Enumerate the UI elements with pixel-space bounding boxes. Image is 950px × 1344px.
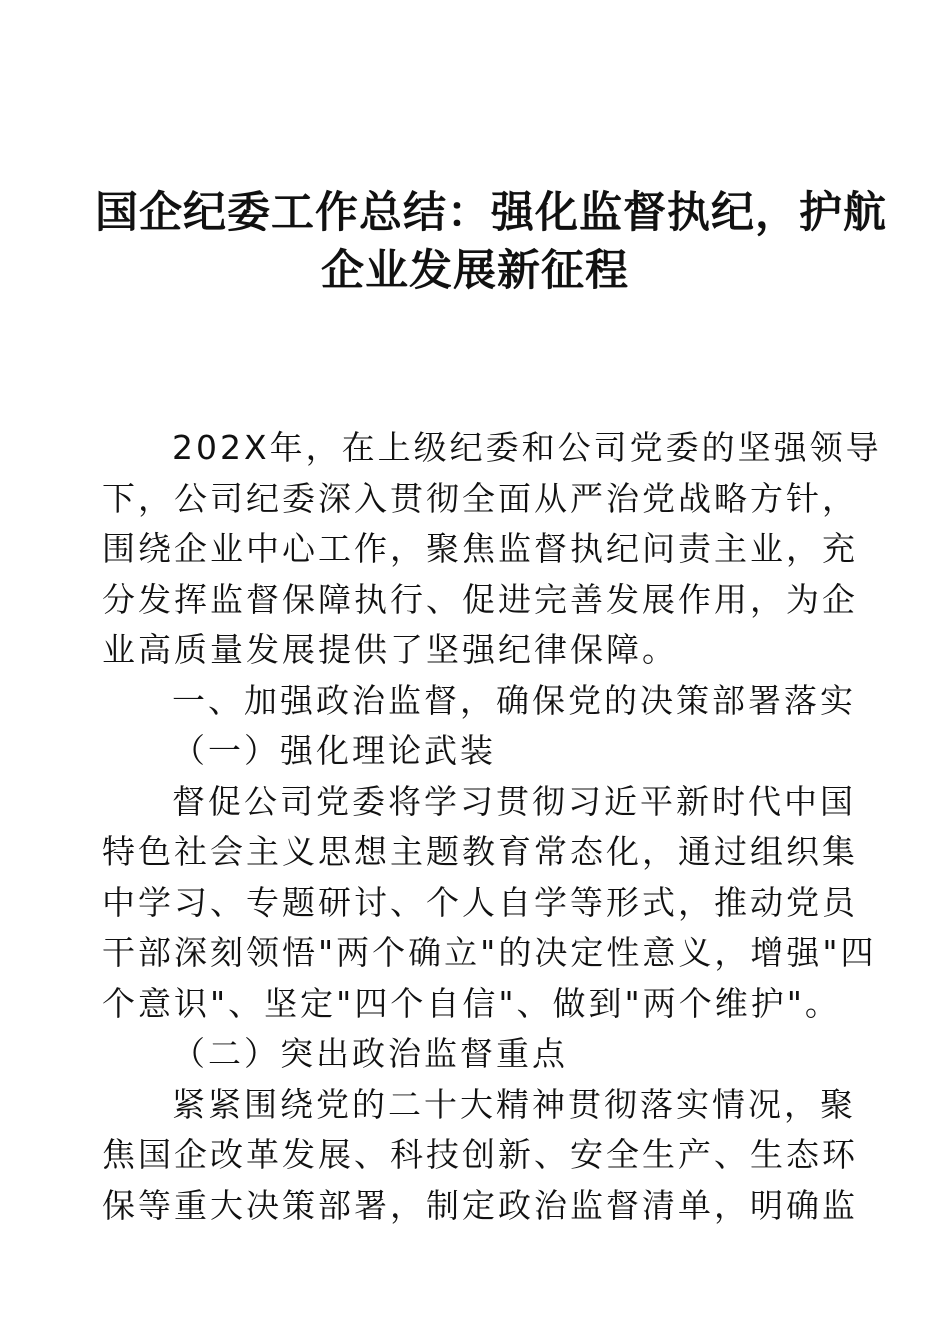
paragraph-line: 保等重大决策部署，制定政治监督清单，明确监 (102, 1185, 858, 1225)
paragraph-line: 业高质量发展提供了坚强纪律保障。 (102, 630, 678, 669)
paragraph-line: 下，公司纪委深入贯彻全面从严治党战略方针， (102, 478, 858, 518)
paragraph-theory (102, 777, 877, 1030)
paragraph-line: 围绕企业中心工作，聚焦监督执纪问责主业，充 (102, 529, 858, 568)
title-line-1: 国企纪委工作总结：强化监督执纪，护航 (95, 188, 887, 238)
paragraph-line: 分发挥监督保障执行、促进完善发展作用，为企 (102, 579, 858, 619)
paragraph-line: 中学习、专题研讨、个人自学等形式，推动党员 (102, 882, 858, 922)
paragraph-line: 202X年，在上级纪委和公司党委的坚强领导 (172, 428, 882, 467)
title-line-2: 企业发展新征程 (321, 246, 629, 296)
paragraph-line: 个意识"、坚定"四个自信"、做到"两个维护"。 (102, 983, 841, 1023)
paragraph-line: 紧紧围绕党的二十大精神贯彻落实情况，聚 (172, 1084, 856, 1124)
subsection-heading-1-2: （二）突出政治监督重点 (172, 1034, 568, 1073)
paragraph-line: 干部深刻领悟"两个确立"的决定性意义，增强"四 (102, 933, 877, 972)
paragraph-line: 督促公司党委将学习贯彻习近平新时代中国 (172, 781, 856, 821)
section-heading-1: 一、加强政治监督，确保党的决策部署落实 (172, 680, 856, 720)
paragraph-line: 特色社会主义思想主题教育常态化，通过组织集 (102, 832, 858, 871)
paragraph-intro (102, 423, 882, 676)
document-title (95, 184, 887, 300)
paragraph-line: 焦国企改革发展、科技创新、安全生产、生态环 (102, 1135, 858, 1174)
document-body (102, 423, 882, 1231)
subsection-heading-1-1: （一）强化理论武装 (172, 731, 496, 770)
paragraph-supervision (102, 1080, 858, 1232)
